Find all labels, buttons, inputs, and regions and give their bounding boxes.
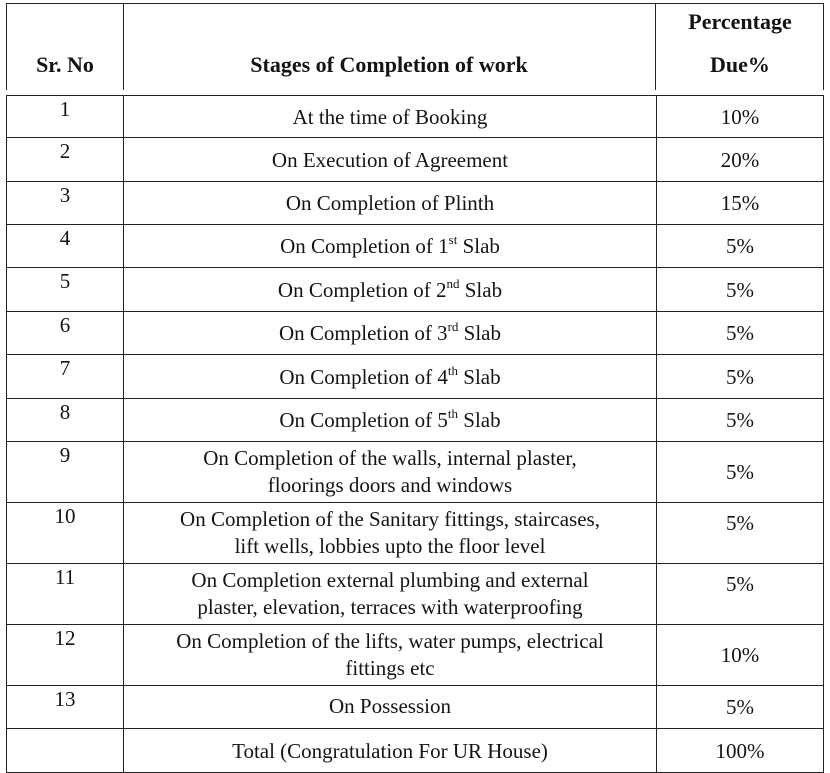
stage-cell: On Execution of Agreement bbox=[124, 138, 657, 182]
stage-cell: On Completion of 4th Slab bbox=[124, 355, 657, 399]
stage-cell: On Completion external plumbing and external plaster, elevation, terraces with waterproofing bbox=[124, 564, 657, 625]
sr-cell: 5 bbox=[7, 268, 124, 312]
header-percentage: Percentage bbox=[688, 9, 792, 34]
stage-cell: On Possession bbox=[124, 686, 657, 729]
percentage-cell: 5% bbox=[657, 564, 824, 625]
table-row bbox=[7, 268, 824, 312]
sr-cell: 8 bbox=[7, 399, 124, 442]
table-row bbox=[7, 399, 824, 442]
sr-cell: 11 bbox=[7, 564, 124, 625]
sr-cell: 4 bbox=[7, 225, 124, 268]
sr-cell: 6 bbox=[7, 312, 124, 355]
table-row bbox=[7, 225, 824, 268]
sr-cell: 1 bbox=[7, 96, 124, 138]
stage-cell: At the time of Booking bbox=[124, 96, 657, 138]
table-row bbox=[7, 182, 824, 225]
sr-cell: 12 bbox=[7, 625, 124, 686]
percentage-cell: 5% bbox=[657, 355, 824, 399]
percentage-cell: 5% bbox=[657, 312, 824, 355]
percentage-cell: 5% bbox=[657, 225, 824, 268]
table-row bbox=[7, 686, 824, 729]
percentage-cell: 5% bbox=[657, 399, 824, 442]
sr-cell: 9 bbox=[7, 442, 124, 503]
percentage-cell: 5% bbox=[657, 442, 824, 503]
percentage-cell: 5% bbox=[657, 268, 824, 312]
stage-cell: On Completion of the lifts, water pumps, electrical fittings etc bbox=[124, 625, 657, 686]
table-header bbox=[6, 3, 824, 90]
table-row bbox=[7, 96, 824, 138]
percentage-cell: 10% bbox=[657, 96, 824, 138]
table-row bbox=[7, 355, 824, 399]
header-stage: Stages of Completion of work bbox=[250, 52, 528, 77]
payment-schedule-table bbox=[6, 95, 824, 773]
percentage-cell: 5% bbox=[657, 686, 824, 729]
stage-cell: On Completion of the walls, internal plaster, floorings doors and windows bbox=[124, 442, 657, 503]
sr-cell: 7 bbox=[7, 355, 124, 399]
stage-cell: On Completion of 5th Slab bbox=[124, 399, 657, 442]
table-row bbox=[7, 564, 824, 625]
stage-cell: On Completion of Plinth bbox=[124, 182, 657, 225]
sr-cell-empty bbox=[7, 729, 124, 773]
header-divider bbox=[123, 4, 124, 90]
stage-cell: On Completion of 1st Slab bbox=[124, 225, 657, 268]
table-row bbox=[7, 442, 824, 503]
stage-cell: On Completion of 2nd Slab bbox=[124, 268, 657, 312]
stage-cell: On Completion of 3rd Slab bbox=[124, 312, 657, 355]
sr-cell: 2 bbox=[7, 138, 124, 182]
total-label: Total (Congratulation For UR House) bbox=[124, 729, 657, 773]
table-row bbox=[7, 625, 824, 686]
header-due: Due% bbox=[710, 52, 770, 77]
header-sr-no: Sr. No bbox=[36, 52, 94, 77]
table-row bbox=[7, 312, 824, 355]
total-row bbox=[7, 729, 824, 773]
stage-cell: On Completion of the Sanitary fittings, staircases, lift wells, lobbies upto the floor level bbox=[124, 503, 657, 564]
percentage-cell: 15% bbox=[657, 182, 824, 225]
percentage-cell: 5% bbox=[657, 503, 824, 564]
sr-cell: 3 bbox=[7, 182, 124, 225]
sr-cell: 10 bbox=[7, 503, 124, 564]
sr-cell: 13 bbox=[7, 686, 124, 729]
total-percentage: 100% bbox=[657, 729, 824, 773]
table-row bbox=[7, 503, 824, 564]
table-row bbox=[7, 138, 824, 182]
percentage-cell: 10% bbox=[657, 625, 824, 686]
percentage-cell: 20% bbox=[657, 138, 824, 182]
